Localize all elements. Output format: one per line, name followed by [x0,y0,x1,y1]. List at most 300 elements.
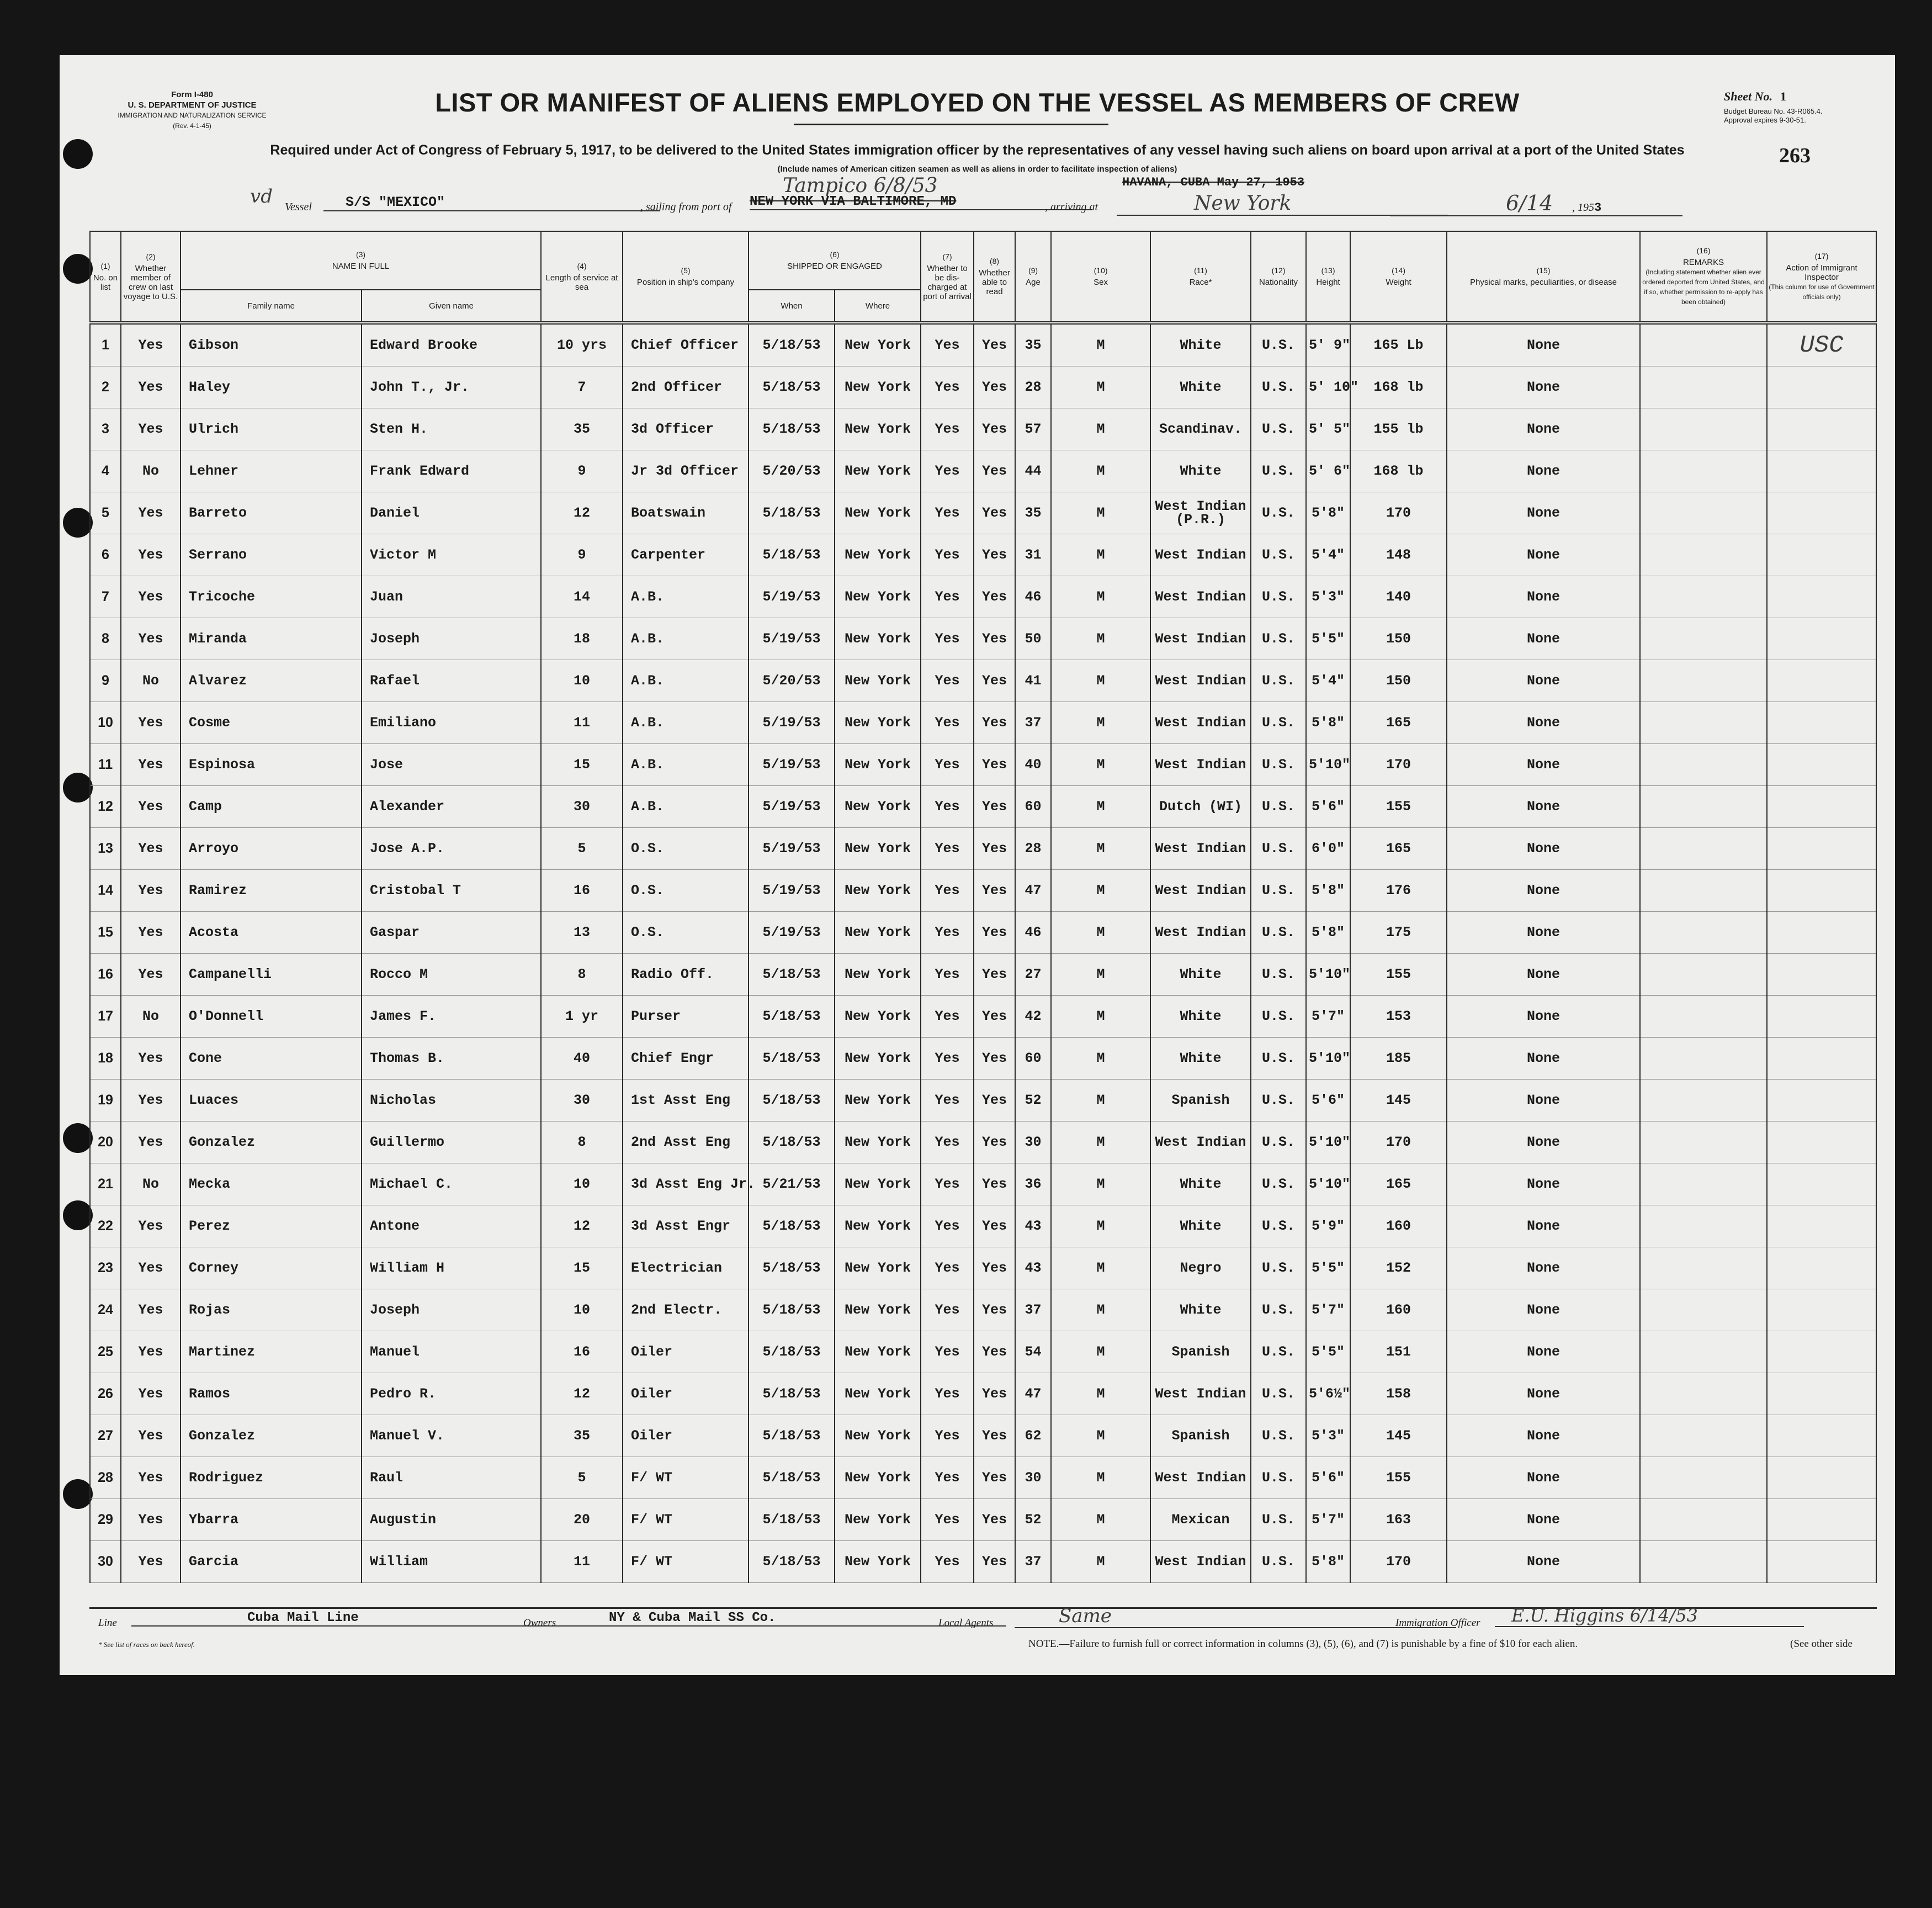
sex-cell: M [1051,1331,1150,1373]
height-cell: 6'0" [1306,828,1350,870]
table-row [90,1331,1876,1373]
ship-position-cell: F/ WT [623,1457,749,1499]
ship-position-cell: 3d Asst Engr [623,1205,749,1247]
length-of-service-cell: 40 [541,1038,623,1080]
row-number-cell: 16 [90,954,121,996]
physical-marks-cell: None [1447,1122,1640,1163]
length-of-service-cell: 16 [541,870,623,912]
header-given-name: Given name [362,290,541,323]
weight-cell: 151 [1350,1331,1447,1373]
inspector-action-cell [1767,408,1876,450]
inspector-action-cell [1767,534,1876,576]
member-last-voyage-cell: Yes [121,1499,181,1541]
age-cell: 47 [1015,1373,1051,1415]
sex-cell: M [1051,912,1150,954]
family-name-cell: Cosme [181,702,362,744]
shipped-when-cell: 5/18/53 [749,1331,835,1373]
weight-cell: 165 Lb [1350,323,1447,366]
race-cell: White [1150,996,1251,1038]
table-row [90,1541,1876,1583]
shipped-where-cell: New York [835,618,921,660]
shipped-where-cell: New York [835,744,921,786]
row-number-cell: 2 [90,366,121,408]
sex-cell: M [1051,702,1150,744]
physical-marks-cell: None [1447,996,1640,1038]
table-row [90,786,1876,828]
vessel-name: S/S "MEXICO" [323,194,660,211]
inspector-action-cell [1767,576,1876,618]
row-number-cell: 28 [90,1457,121,1499]
races-note: * See list of races on back hereof. [98,1640,195,1649]
inspector-action-cell [1767,1499,1876,1541]
age-cell: 37 [1015,1541,1051,1583]
age-cell: 43 [1015,1247,1051,1289]
margin-mark: vd [250,185,273,208]
sex-cell: M [1051,1247,1150,1289]
to-be-discharged-cell: Yes [921,912,974,954]
punch-hole [63,773,93,802]
to-be-discharged-cell: Yes [921,1122,974,1163]
age-cell: 50 [1015,618,1051,660]
length-of-service-cell: 14 [541,576,623,618]
to-be-discharged-cell: Yes [921,1038,974,1080]
member-last-voyage-cell: Yes [121,786,181,828]
nationality-cell: U.S. [1251,660,1306,702]
given-name-cell: Alexander [362,786,541,828]
row-number-cell: 17 [90,996,121,1038]
agents-label: Local Agents [938,1617,994,1629]
budget-line-1: Budget Bureau No. 43-R065.4. [1724,107,1823,115]
table-row [90,744,1876,786]
inspector-action-cell: USC [1767,323,1876,366]
fine-note: NOTE.—Failure to furnish full or correct information in columns (3), (5), (6), and (7) is punishable by a fine of $10 for each alien. [1028,1638,1578,1650]
nationality-cell: U.S. [1251,912,1306,954]
height-cell: 5'8" [1306,492,1350,534]
shipped-where-cell: New York [835,1205,921,1247]
age-cell: 43 [1015,1205,1051,1247]
able-to-read-cell: Yes [974,534,1015,576]
remarks-cell [1640,996,1767,1038]
physical-marks-cell: None [1447,492,1640,534]
family-name-cell: Ramos [181,1373,362,1415]
able-to-read-cell: Yes [974,786,1015,828]
table-row [90,618,1876,660]
nationality-cell: U.S. [1251,366,1306,408]
shipped-where-cell: New York [835,954,921,996]
remarks-cell [1640,954,1767,996]
length-of-service-cell: 11 [541,702,623,744]
height-cell: 5'7" [1306,1289,1350,1331]
to-be-discharged-cell: Yes [921,660,974,702]
header-age: (9) Age [1015,231,1051,323]
remarks-cell [1640,1499,1767,1541]
member-last-voyage-cell: Yes [121,408,181,450]
inspector-action-cell [1767,786,1876,828]
sex-cell: M [1051,828,1150,870]
age-cell: 54 [1015,1331,1051,1373]
height-cell: 5' 10" [1306,366,1350,408]
shipped-when-cell: 5/18/53 [749,1541,835,1583]
weight-cell: 165 [1350,702,1447,744]
weight-cell: 170 [1350,492,1447,534]
weight-cell: 175 [1350,912,1447,954]
nationality-cell: U.S. [1251,1122,1306,1163]
remarks-cell [1640,492,1767,534]
able-to-read-cell: Yes [974,660,1015,702]
shipped-where-cell: New York [835,576,921,618]
remarks-cell [1640,660,1767,702]
able-to-read-cell: Yes [974,954,1015,996]
to-be-discharged-cell: Yes [921,1373,974,1415]
shipped-where-cell: New York [835,408,921,450]
member-last-voyage-cell: Yes [121,912,181,954]
crew-manifest-table [89,231,1877,1583]
family-name-cell: Martinez [181,1331,362,1373]
physical-marks-cell: None [1447,870,1640,912]
header-name-in-full: (3) NAME IN FULL [181,231,541,290]
header-physical-marks: (15) Physical marks, peculiarities, or disease [1447,231,1640,323]
height-cell: 5' 5" [1306,408,1350,450]
physical-marks-cell: None [1447,912,1640,954]
shipped-where-cell: New York [835,702,921,744]
row-number-cell: 5 [90,492,121,534]
remarks-cell [1640,1163,1767,1205]
race-cell: West Indian [1150,870,1251,912]
ship-position-cell: A.B. [623,744,749,786]
able-to-read-cell: Yes [974,1038,1015,1080]
inspector-action-cell [1767,702,1876,744]
weight-cell: 165 [1350,1163,1447,1205]
weight-cell: 170 [1350,1122,1447,1163]
table-row [90,702,1876,744]
height-cell: 5'8" [1306,1541,1350,1583]
inspector-action-cell [1767,996,1876,1038]
remarks-cell [1640,1415,1767,1457]
nationality-cell: U.S. [1251,534,1306,576]
weight-cell: 150 [1350,660,1447,702]
able-to-read-cell: Yes [974,1415,1015,1457]
header-remarks: (16) REMARKS (Including statement whether alien ever ordered deported from United States, and if so, whether permission to re-apply has been obtained) [1640,231,1767,323]
remarks-cell [1640,534,1767,576]
nationality-cell: U.S. [1251,954,1306,996]
family-name-cell: Lehner [181,450,362,492]
to-be-discharged-cell: Yes [921,828,974,870]
height-cell: 5'10" [1306,1038,1350,1080]
height-cell: 5'6½" [1306,1373,1350,1415]
race-cell: West Indian [1150,1122,1251,1163]
race-cell: Spanish [1150,1415,1251,1457]
weight-cell: 145 [1350,1415,1447,1457]
age-cell: 35 [1015,323,1051,366]
to-be-discharged-cell: Yes [921,1457,974,1499]
ship-position-cell: O.S. [623,912,749,954]
physical-marks-cell: None [1447,576,1640,618]
nationality-cell: U.S. [1251,1415,1306,1457]
able-to-read-cell: Yes [974,702,1015,744]
remarks-cell [1640,1038,1767,1080]
sex-cell: M [1051,1205,1150,1247]
length-of-service-cell: 13 [541,912,623,954]
row-number-cell: 12 [90,786,121,828]
row-number-cell: 25 [90,1331,121,1373]
shipped-when-cell: 5/19/53 [749,828,835,870]
family-name-cell: Tricoche [181,576,362,618]
height-cell: 5'6" [1306,1080,1350,1122]
able-to-read-cell: Yes [974,1541,1015,1583]
row-number-cell: 11 [90,744,121,786]
to-be-discharged-cell: Yes [921,366,974,408]
given-name-cell: Rafael [362,660,541,702]
sex-cell: M [1051,366,1150,408]
inspector-action-cell [1767,1163,1876,1205]
remarks-cell [1640,1541,1767,1583]
sheet-number-label: Sheet No. [1724,89,1772,103]
header-when: When [749,290,835,323]
owners-label: Owners [523,1617,556,1629]
shipped-when-cell: 5/19/53 [749,702,835,744]
punch-hole [63,508,93,538]
sheet-number [1724,89,1786,104]
family-name-cell: Mecka [181,1163,362,1205]
age-cell: 37 [1015,1289,1051,1331]
header-action: (17) Action of Immigrant Inspector (This column for use of Government officials only) [1767,231,1876,323]
member-last-voyage-cell: Yes [121,954,181,996]
age-cell: 30 [1015,1122,1051,1163]
length-of-service-cell: 30 [541,786,623,828]
officer-value: E.U. Higgins 6/14/53 [1495,1605,1804,1627]
age-cell: 28 [1015,828,1051,870]
table-row [90,954,1876,996]
punch-hole [63,1200,93,1230]
to-be-discharged-cell: Yes [921,996,974,1038]
row-number-cell: 30 [90,1541,121,1583]
table-row [90,323,1876,366]
to-be-discharged-cell: Yes [921,702,974,744]
header-family-name: Family name [181,290,362,323]
member-last-voyage-cell: Yes [121,1373,181,1415]
family-name-cell: Rodriguez [181,1457,362,1499]
age-cell: 62 [1015,1415,1051,1457]
table-row [90,1122,1876,1163]
remarks-cell [1640,618,1767,660]
physical-marks-cell: None [1447,1163,1640,1205]
length-of-service-cell: 10 [541,1163,623,1205]
physical-marks-cell: None [1447,1499,1640,1541]
page-title: LIST OR MANIFEST OF ALIENS EMPLOYED ON THE VESSEL AS MEMBERS OF CREW [435,88,1520,117]
length-of-service-cell: 30 [541,1080,623,1122]
height-cell: 5'4" [1306,534,1350,576]
height-cell: 5' 9" [1306,323,1350,366]
able-to-read-cell: Yes [974,1122,1015,1163]
member-last-voyage-cell: No [121,450,181,492]
physical-marks-cell: None [1447,1038,1640,1080]
physical-marks-cell: None [1447,366,1640,408]
family-name-cell: Serrano [181,534,362,576]
shipped-when-cell: 5/18/53 [749,1205,835,1247]
to-be-discharged-cell: Yes [921,450,974,492]
race-cell: White [1150,366,1251,408]
race-cell: White [1150,450,1251,492]
family-name-cell: Cone [181,1038,362,1080]
length-of-service-cell: 35 [541,1415,623,1457]
shipped-when-cell: 5/18/53 [749,1499,835,1541]
able-to-read-cell: Yes [974,1205,1015,1247]
able-to-read-cell: Yes [974,1331,1015,1373]
able-to-read-cell: Yes [974,1247,1015,1289]
remarks-cell [1640,323,1767,366]
given-name-cell: Victor M [362,534,541,576]
to-be-discharged-cell: Yes [921,534,974,576]
row-number-cell: 13 [90,828,121,870]
sex-cell: M [1051,1289,1150,1331]
age-cell: 35 [1015,492,1051,534]
height-cell: 5'3" [1306,576,1350,618]
arrival-date: 6/14 [1390,191,1682,216]
year-label [1572,201,1601,215]
age-cell: 42 [1015,996,1051,1038]
family-name-cell: Haley [181,366,362,408]
inspector-action-cell [1767,1038,1876,1080]
height-cell: 5'7" [1306,996,1350,1038]
row-number-cell: 18 [90,1038,121,1080]
sex-cell: M [1051,1541,1150,1583]
race-cell: White [1150,1163,1251,1205]
header-length-service: (4) Length of service at sea [541,231,623,323]
physical-marks-cell: None [1447,323,1640,366]
row-number-cell: 23 [90,1247,121,1289]
shipped-when-cell: 5/19/53 [749,786,835,828]
to-be-discharged-cell: Yes [921,1163,974,1205]
given-name-cell: Pedro R. [362,1373,541,1415]
weight-cell: 155 [1350,954,1447,996]
row-number-cell: 3 [90,408,121,450]
length-of-service-cell: 5 [541,828,623,870]
age-cell: 36 [1015,1163,1051,1205]
shipped-where-cell: New York [835,1499,921,1541]
given-name-cell: Emiliano [362,702,541,744]
member-last-voyage-cell: No [121,996,181,1038]
manifest-sheet [60,55,1895,1675]
row-number-cell: 19 [90,1080,121,1122]
family-name-cell: Luaces [181,1080,362,1122]
sex-cell: M [1051,323,1150,366]
remarks-cell [1640,870,1767,912]
table-row [90,450,1876,492]
family-name-cell: Alvarez [181,660,362,702]
inspector-action-cell [1767,1541,1876,1583]
nationality-cell: U.S. [1251,408,1306,450]
header-position: (5) Position in ship's company [623,231,749,323]
ship-position-cell: Chief Engr [623,1038,749,1080]
shipped-where-cell: New York [835,492,921,534]
nationality-cell: U.S. [1251,1247,1306,1289]
crew-rows [90,323,1876,1583]
race-cell: White [1150,323,1251,366]
family-name-cell: Barreto [181,492,362,534]
member-last-voyage-cell: Yes [121,828,181,870]
age-cell: 52 [1015,1080,1051,1122]
shipped-where-cell: New York [835,366,921,408]
shipped-where-cell: New York [835,996,921,1038]
sheet-number-value: 1 [1780,89,1786,103]
length-of-service-cell: 10 [541,660,623,702]
race-cell: West Indian [1150,744,1251,786]
length-of-service-cell: 10 [541,1289,623,1331]
inspector-action-cell [1767,954,1876,996]
sex-cell: M [1051,1499,1150,1541]
inspector-action-cell [1767,828,1876,870]
shipped-when-cell: 5/18/53 [749,1415,835,1457]
shipped-when-cell: 5/18/53 [749,954,835,996]
officer-label: Immigration Officer [1395,1617,1480,1629]
remarks-cell [1640,744,1767,786]
physical-marks-cell: None [1447,1080,1640,1122]
family-name-cell: Gonzalez [181,1415,362,1457]
arriving-label: , arriving at [1045,201,1098,213]
height-cell: 5'9" [1306,1205,1350,1247]
given-name-cell: Guillermo [362,1122,541,1163]
shipped-when-cell: 5/19/53 [749,576,835,618]
physical-marks-cell: None [1447,1415,1640,1457]
sex-cell: M [1051,1080,1150,1122]
weight-cell: 153 [1350,996,1447,1038]
given-name-cell: Raul [362,1457,541,1499]
shipped-when-cell: 5/19/53 [749,912,835,954]
nationality-cell: U.S. [1251,576,1306,618]
weight-cell: 140 [1350,576,1447,618]
given-name-cell: Jose [362,744,541,786]
ship-position-cell: Radio Off. [623,954,749,996]
weight-cell: 168 lb [1350,450,1447,492]
given-name-cell: Antone [362,1205,541,1247]
able-to-read-cell: Yes [974,1080,1015,1122]
arriving-port: New York [1117,192,1448,216]
row-number-cell: 4 [90,450,121,492]
race-cell: West Indian [1150,1541,1251,1583]
to-be-discharged-cell: Yes [921,1289,974,1331]
table-row [90,1457,1876,1499]
to-be-discharged-cell: Yes [921,1080,974,1122]
given-name-cell: John T., Jr. [362,366,541,408]
row-number-cell: 29 [90,1499,121,1541]
nationality-cell: U.S. [1251,1289,1306,1331]
member-last-voyage-cell: No [121,1163,181,1205]
nationality-cell: U.S. [1251,618,1306,660]
member-last-voyage-cell: Yes [121,1331,181,1373]
weight-cell: 155 [1350,786,1447,828]
shipped-where-cell: New York [835,1373,921,1415]
length-of-service-cell: 7 [541,366,623,408]
physical-marks-cell: None [1447,660,1640,702]
nationality-cell: U.S. [1251,786,1306,828]
shipped-where-cell: New York [835,828,921,870]
ship-position-cell: O.S. [623,870,749,912]
length-of-service-cell: 15 [541,1247,623,1289]
ship-position-cell: 2nd Officer [623,366,749,408]
shipped-where-cell: New York [835,450,921,492]
member-last-voyage-cell: Yes [121,870,181,912]
race-cell: West Indian [1150,1457,1251,1499]
punch-hole [63,1479,93,1509]
length-of-service-cell: 11 [541,1541,623,1583]
length-of-service-cell: 12 [541,492,623,534]
height-cell: 5'4" [1306,660,1350,702]
row-number-cell: 14 [90,870,121,912]
sex-cell: M [1051,408,1150,450]
ship-position-cell: Carpenter [623,534,749,576]
length-of-service-cell: 8 [541,954,623,996]
table-row [90,1373,1876,1415]
